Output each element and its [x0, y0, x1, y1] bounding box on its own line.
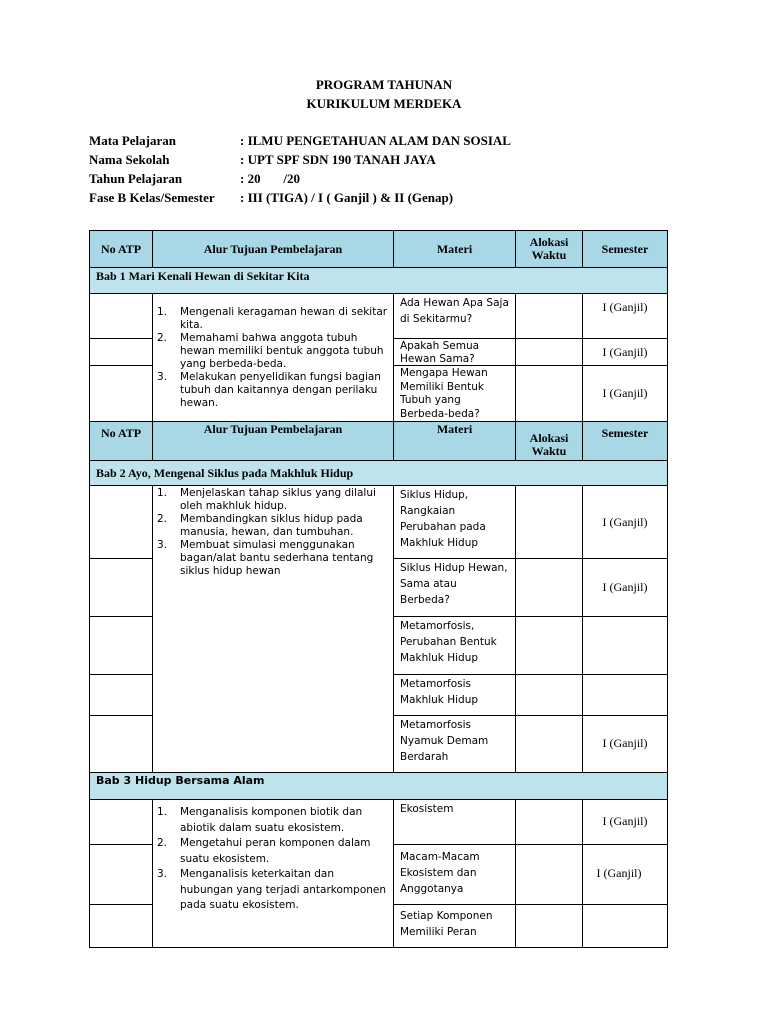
no-atp-cell	[89, 616, 153, 675]
no-atp-cell	[89, 715, 153, 773]
alokasi-cell	[515, 558, 583, 617]
info-value: : 20 /20	[240, 171, 300, 186]
document-title: PROGRAM TAHUNAN	[315, 77, 453, 92]
no-atp-cell	[89, 674, 153, 716]
header-alur-tujuan: Alur Tujuan Pembelajaran	[152, 421, 394, 461]
info-label: Mata Pelajaran	[89, 133, 177, 148]
semester-cell: I (Ganjil)	[582, 715, 668, 773]
list-item: 3. Menganalisis keterkaitan dan hubungan yang terjadi antarkomponen pada suatu ekosistem.	[157, 868, 387, 911]
alokasi-cell	[515, 293, 583, 339]
no-atp-cell	[89, 904, 153, 948]
alokasi-cell	[515, 674, 583, 716]
header-alokasi-waktu: Alokasi Waktu	[515, 421, 583, 461]
header-alokasi-waktu: Alokasi Waktu	[515, 230, 583, 268]
alokasi-cell	[515, 616, 583, 675]
bab3-title: Bab 3 Hidup Bersama Alam	[89, 772, 668, 800]
header-alur-tujuan: Alur Tujuan Pembelajaran	[152, 230, 394, 268]
semester-cell: I (Ganjil)	[582, 558, 668, 617]
alokasi-cell	[515, 485, 583, 559]
header-no-atp: No ATP	[89, 230, 153, 268]
semester-cell	[582, 674, 668, 716]
materi-cell: Ekosistem	[393, 799, 516, 845]
info-value: : III (TIGA) / I ( Ganjil ) & II (Genap)	[240, 190, 454, 205]
semester-cell: I (Ganjil)	[582, 365, 668, 422]
info-row	[89, 190, 511, 209]
semester-cell: I (Ganjil)	[582, 338, 668, 366]
materi-cell: Siklus Hidup, Rangkaian Perubahan pada Makhluk Hidup	[393, 485, 516, 559]
header-materi: Materi	[393, 421, 516, 461]
no-atp-cell	[89, 844, 153, 905]
alokasi-cell	[515, 338, 583, 366]
no-atp-cell	[89, 365, 153, 422]
semester-cell: I (Ganjil)	[582, 799, 668, 845]
materi-cell: Ada Hewan Apa Saja di Sekitarmu?	[393, 293, 516, 339]
materi-cell: Mengapa Hewan Memiliki Bentuk Tubuh yang Berbeda-beda?	[393, 365, 516, 422]
info-value: : ILMU PENGETAHUAN ALAM DAN SOSIAL	[240, 133, 511, 148]
header-no-atp: No ATP	[89, 421, 153, 461]
bab2-tujuan-list	[155, 487, 389, 578]
materi-cell: Metamorfosis Makhluk Hidup	[393, 674, 516, 716]
info-label: Fase B Kelas/Semester	[89, 190, 215, 205]
header-materi: Materi	[393, 230, 516, 268]
list-item: 3. Melakukan penyelidikan fungsi bagian tubuh dan kaitannya dengan perilaku hewan.	[157, 371, 381, 409]
materi-cell: Metamorfosis Nyamuk Demam Berdarah	[393, 715, 516, 773]
semester-cell	[582, 616, 668, 675]
bab1-title: Bab 1 Mari Kenali Hewan di Sekitar Kita	[89, 267, 668, 294]
header-semester: Semester	[582, 230, 668, 268]
alokasi-cell	[515, 715, 583, 773]
list-item: 1. Menganalisis komponen biotik dan abiotik dalam suatu ekosistem.	[157, 806, 363, 834]
no-atp-cell	[89, 485, 153, 559]
semester-cell	[582, 904, 668, 948]
semester-cell: I (Ganjil)	[582, 485, 668, 559]
materi-cell: Macam-Macam Ekosistem dan Anggotanya	[393, 844, 516, 905]
document-subtitle: KURIKULUM MERDEKA	[306, 96, 462, 111]
materi-cell: Siklus Hidup Hewan, Sama atau Berbeda?	[393, 558, 516, 617]
list-item: 1. Menjelaskan tahap siklus yang dilalui oleh makhluk hidup.	[157, 487, 376, 512]
list-item: 2. Mengetahui peran komponen dalam suatu ekosistem.	[157, 837, 371, 865]
list-item: 3. Membuat simulasi menggunakan bagan/alat bantu sederhana tentang siklus hidup hewan	[157, 539, 374, 577]
alokasi-cell	[515, 365, 583, 422]
no-atp-cell	[89, 293, 153, 339]
info-block	[89, 133, 511, 209]
info-row	[89, 171, 511, 190]
materi-cell: Metamorfosis, Perubahan Bentuk Makhluk Hidup	[393, 616, 516, 675]
no-atp-cell	[89, 799, 153, 845]
bab3-tujuan-list	[155, 805, 389, 914]
info-row	[89, 152, 511, 171]
bab2-title: Bab 2 Ayo, Mengenal Siklus pada Makhluk Hidup	[89, 460, 668, 486]
bab1-tujuan-list	[155, 306, 389, 410]
alokasi-cell	[515, 904, 583, 948]
list-item: 2. Memahami bahwa anggota tubuh hewan memiliki bentuk anggota tubuh yang berbeda-beda.	[157, 332, 384, 370]
info-value: : UPT SPF SDN 190 TANAH JAYA	[240, 152, 436, 167]
no-atp-cell	[89, 558, 153, 617]
info-row	[89, 133, 511, 152]
semester-cell: I (Ganjil)	[582, 293, 668, 339]
materi-cell: Setiap Komponen Memiliki Peran	[393, 904, 516, 948]
semester-cell: I (Ganjil)	[582, 844, 668, 905]
info-label: Tahun Pelajaran	[89, 171, 183, 186]
info-label: Nama Sekolah	[89, 152, 170, 167]
materi-cell: Apakah Semua Hewan Sama?	[393, 338, 516, 366]
no-atp-cell	[89, 338, 153, 366]
alokasi-cell	[515, 799, 583, 845]
list-item: 2. Membandingkan siklus hidup pada manusia, hewan, dan tumbuhan.	[157, 513, 363, 538]
list-item: 1. Mengenali keragaman hewan di sekitar kita.	[157, 306, 388, 331]
alokasi-cell	[515, 844, 583, 905]
header-semester: Semester	[582, 421, 668, 461]
